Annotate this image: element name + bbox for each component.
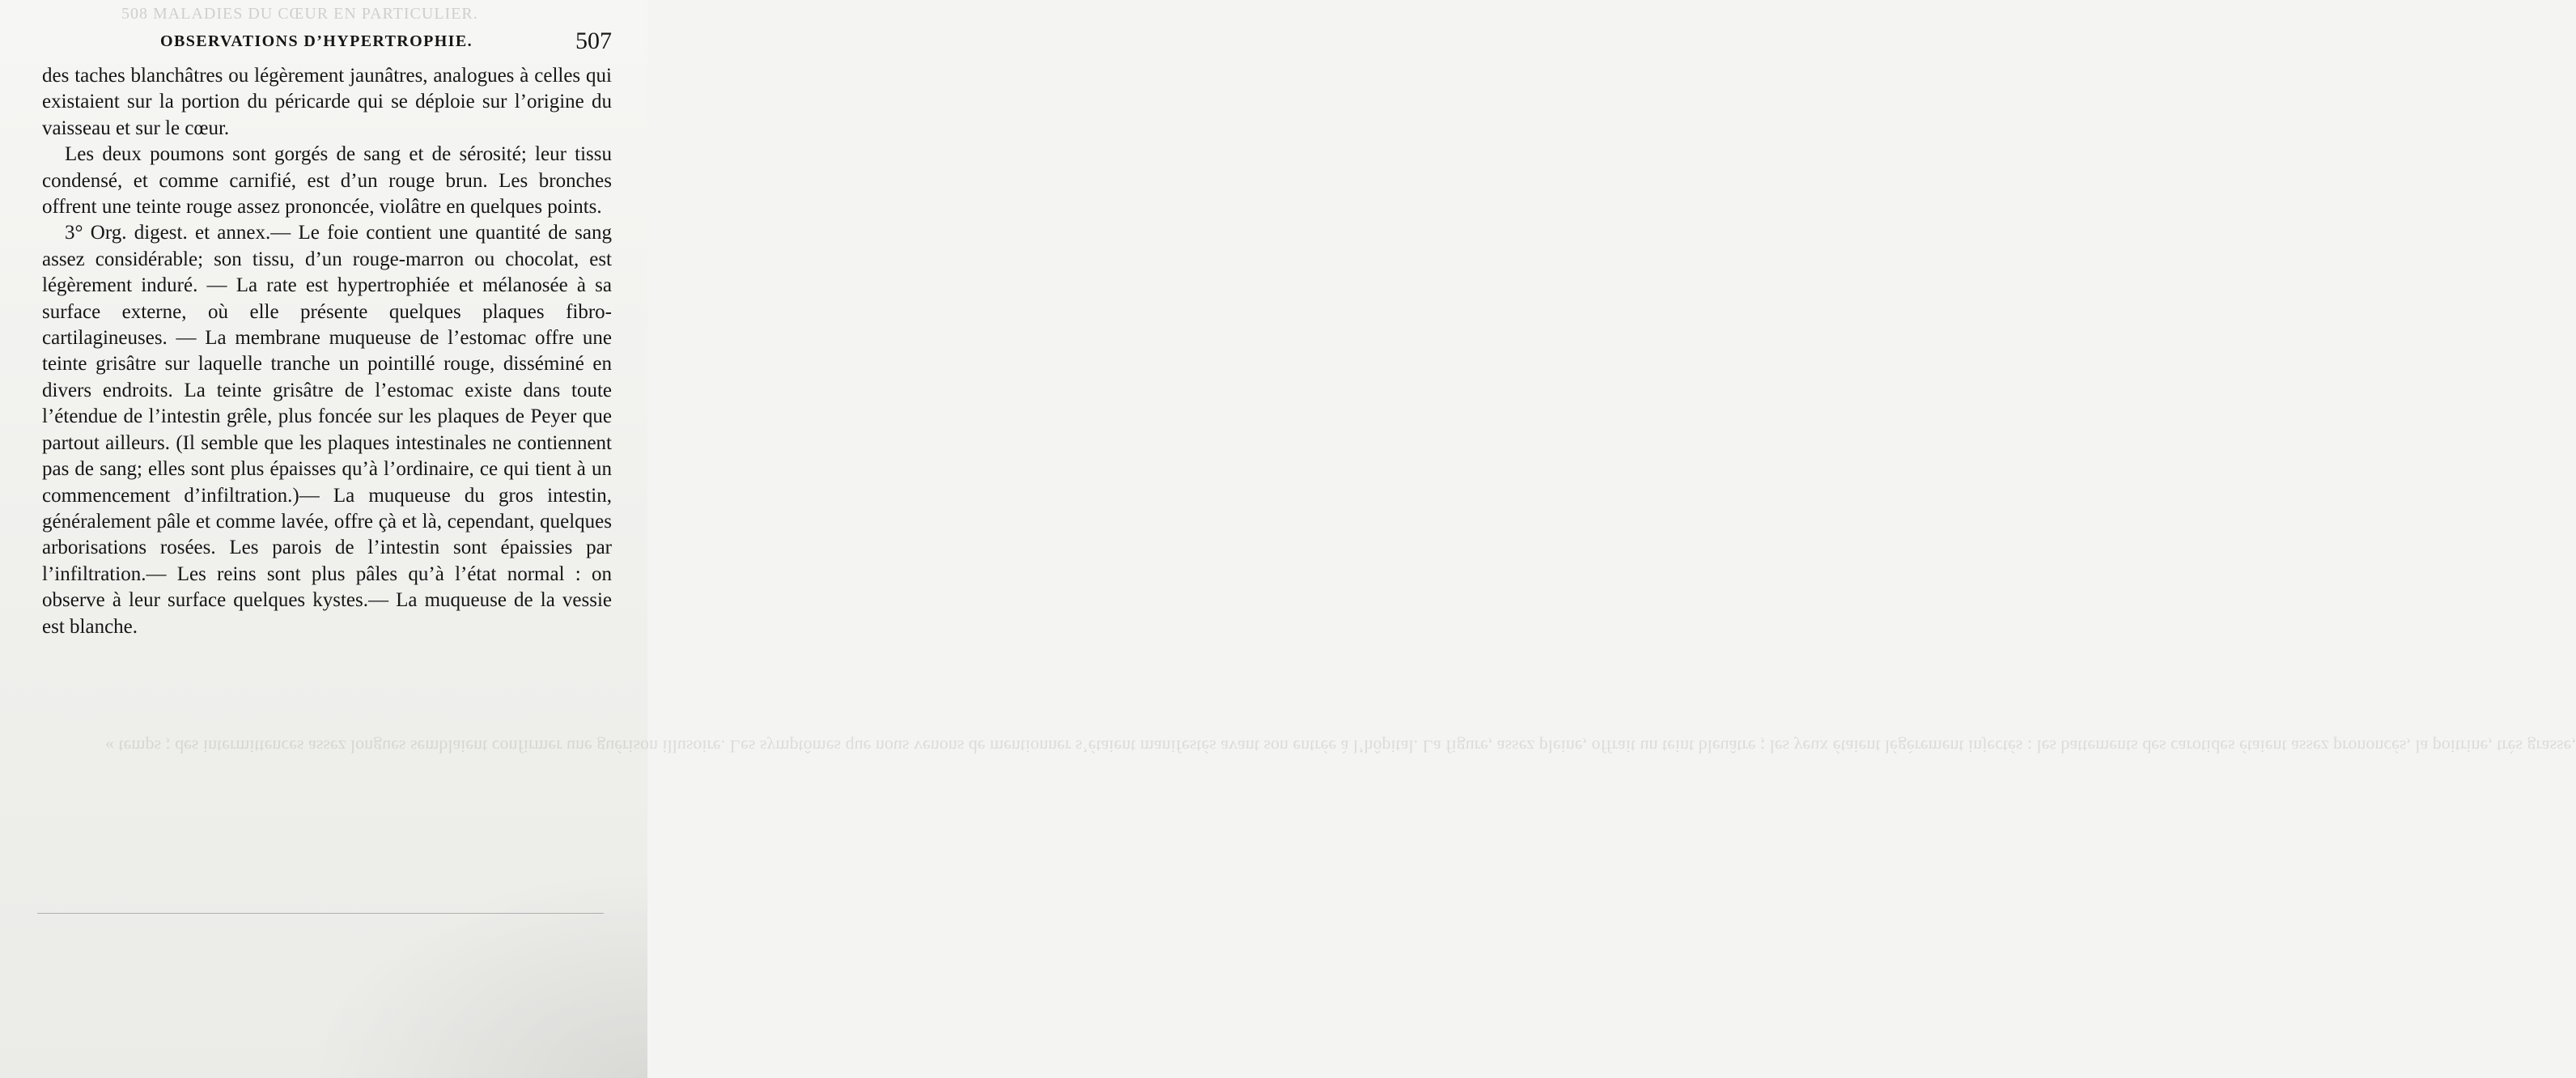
page-number: 507: [575, 28, 612, 54]
page-corner-shading: [308, 868, 647, 1078]
paragraph-2: Les deux poumons sont gorgés de sang et de sérosité; leur tissu condensé, et comme carnifié, est d’un rouge brun. Les bronches offrent une teinte rouge assez prononcée, violâtre en quelques points.: [42, 143, 612, 219]
body-text: [42, 63, 612, 640]
bleed-through-text-top: 508 MALADIES DU CŒUR EN PARTICULIER.: [121, 5, 478, 23]
bleed-through-text-bottom: « temps ; des intermittences assez longues semblaient confirmer une guérison illusoire. Les symptômes que nous venons de mentionner s’étaient manifestés avant son entrée à l’hôpital. La figure, assez pleine, offrait un teint bleuâtre ; les yeux étaient légèrement injectés : les battements des carotides étaient assez prononcés, la poitrine, très grasse,: [105, 736, 2576, 757]
paragraph-1: des taches blanchâtres ou légèrement jaunâtres, analogues à celles qui existaient sur la portion du péricarde qui se déploie sur l’origine du vaisseau et sur le cœur.: [42, 65, 612, 139]
running-head: OBSERVATIONS D’HYPERTROPHIE.: [160, 32, 473, 50]
paragraph-3: 3° Org. digest. et annex.— Le foie contient une quantité de sang assez considérable; son tissu, d’un rouge-marron ou chocolat, est légèrement induré. — La rate est hypertrophiée et mélanosée à sa surface externe, où elle présente quelques plaques fibro-cartilagineuses. — La membrane muqueuse de l’estomac offre une teinte grisâtre sur laquelle tranche un pointillé rouge, disséminé en divers endroits. La teinte grisâtre de l’estomac existe dans toute l’étendue de l’intestin grêle, plus foncée sur les plaques de Peyer que partout ailleurs. (Il semble que les plaques intestinales ne contiennent pas de sang; elles sont plus épaisses qu’à l’ordinaire, ce qui tient à un commencement d’infiltration.)— La muqueuse du gros intestin, généralement pâle et comme lavée, offre çà et là, cependant, quelques arborisations rosées. Les parois de l’intestin sont épaissies par l’infiltration.— Les reins sont plus pâles qu’à l’état normal : on observe à leur surface quelques kystes.— La muqueuse de la vessie est blanche.: [42, 222, 612, 638]
page-header: [39, 28, 612, 60]
